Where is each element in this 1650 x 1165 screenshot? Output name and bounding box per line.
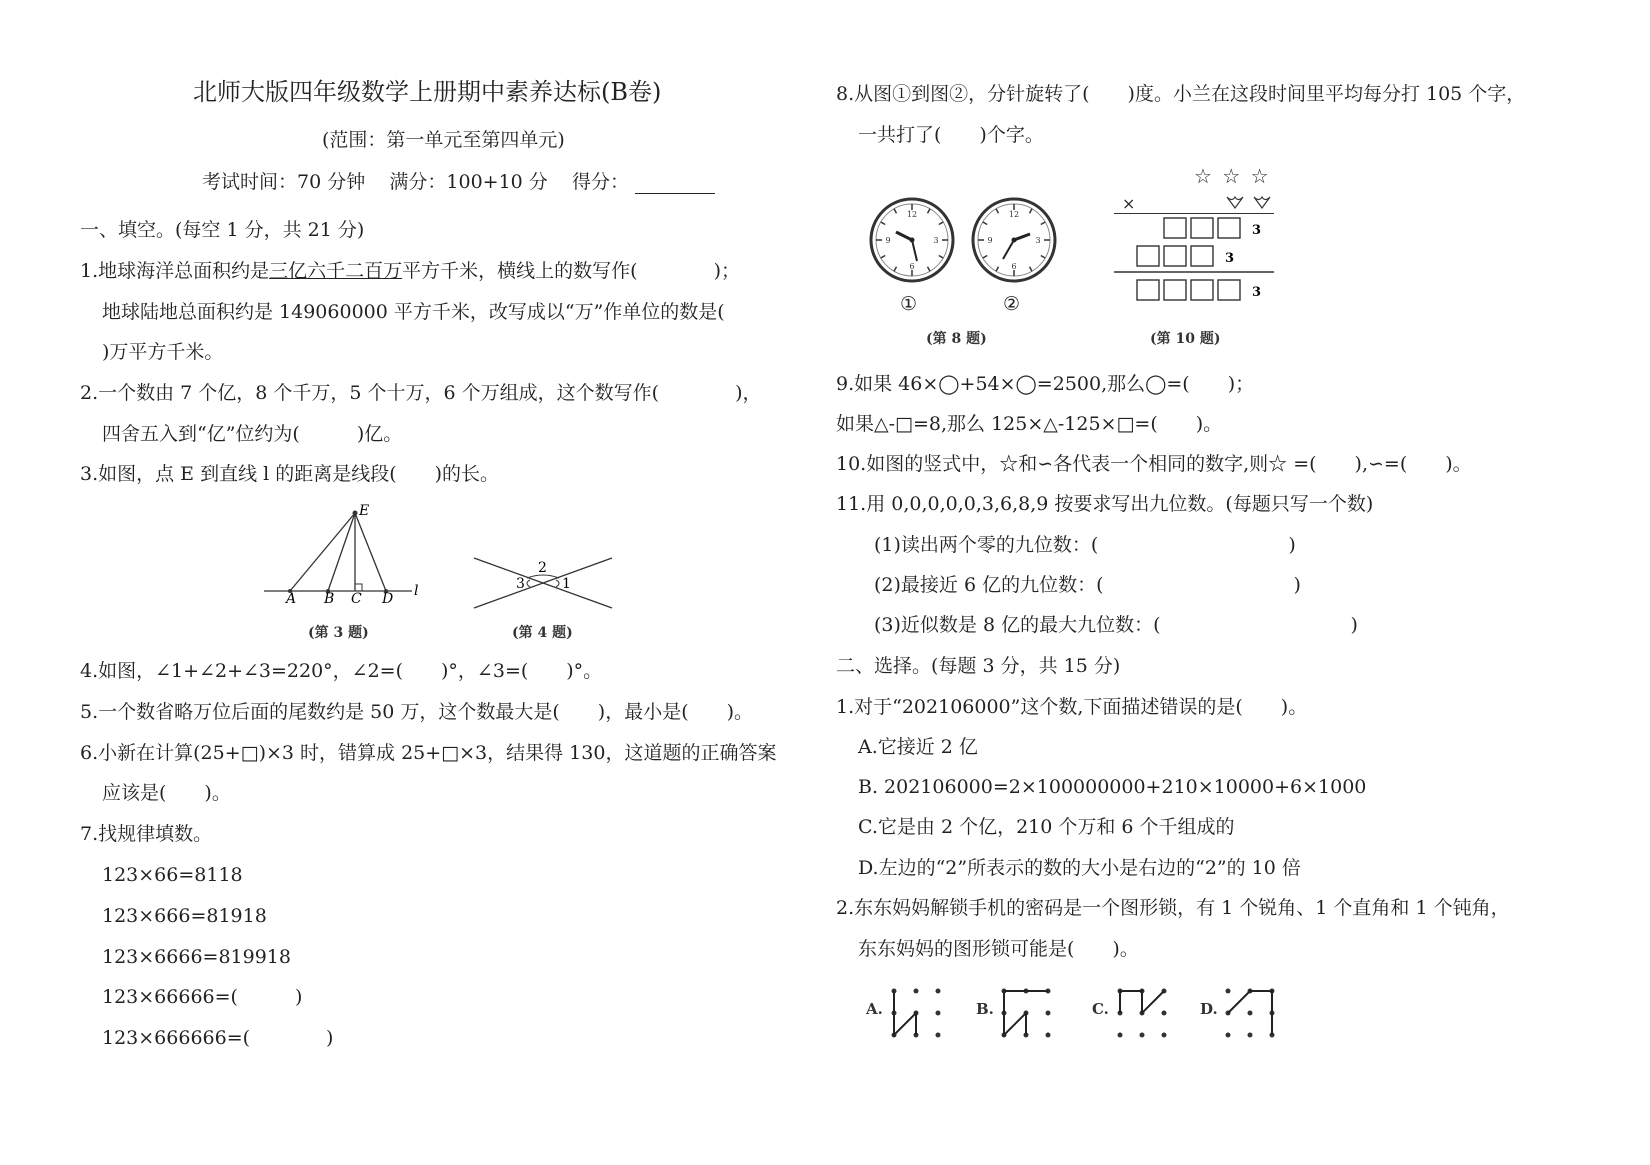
question-1-line-1: 1.地球海洋总面积约是三亿六千二百万平方千米，横线上的数写作( )； [80, 260, 740, 282]
score-label: 得分： [571, 171, 629, 193]
question-9-line-1: 9.如果 46×◯+54×◯=2500,那么◯=( )； [836, 373, 1255, 395]
clock-1-label: ① [900, 293, 918, 315]
right-angle-mark [355, 584, 362, 591]
choice-1-option-a[interactable]: A.它接近 2 亿 [858, 736, 978, 758]
svg-text:9: 9 [885, 236, 891, 245]
question-2-line-2: 四舍五入到“亿”位约为( )亿。 [102, 423, 403, 445]
label-c: C [351, 591, 362, 603]
product-boxes [1110, 214, 1280, 304]
question-7: 7.找规律填数。 [80, 823, 213, 845]
choice-1-option-c[interactable]: C.它是由 2 个亿，210 个万和 6 个千组成的 [858, 816, 1235, 838]
question-6-line-2: 应该是( )。 [102, 782, 231, 804]
figure-8-caption: (第 8 题) [926, 331, 987, 347]
label-angle-1: 1 [562, 576, 571, 592]
question-4: 4.如图，∠1+∠2+∠3=220°，∠2=( )°，∠3=( )°。 [80, 660, 603, 682]
svg-text:6: 6 [1011, 262, 1017, 271]
label-d: D [382, 591, 394, 603]
digit-3-row-2: 3 [1225, 251, 1235, 266]
page-title: 北师大版四年级数学上册期中素养达标(B卷) [193, 78, 662, 106]
wave-symbols [1224, 194, 1274, 210]
figure-4-angles [470, 550, 620, 610]
pattern-line-3: 123×6666=819918 [102, 946, 291, 968]
section2-heading: 二、选择。(每题 3 分，共 15 分) [836, 655, 1121, 677]
label-angle-2: 2 [538, 560, 547, 576]
choice-question-2-line-2: 东东妈妈的图形锁可能是( )。 [858, 938, 1139, 960]
question-10: 10.如图的竖式中，☆和∽各代表一个相同的数字,则☆ =( ),∽=( )。 [836, 453, 1472, 475]
figure-3-perpendicular [262, 503, 422, 603]
segment-ea [290, 513, 355, 591]
pattern-lock-b [998, 985, 1058, 1041]
clock-2-label: ② [1003, 293, 1021, 315]
question-3: 3.如图，点 E 到直线 l 的距离是线段( )的长。 [80, 463, 500, 485]
svg-text:9: 9 [987, 236, 993, 245]
clock-2 [970, 196, 1058, 284]
exam-full-score: 满分：100+10 分 [389, 171, 548, 193]
question-5: 5.一个数省略万位后面的尾数约是 50 万，这个数最大是( )，最小是( )。 [80, 701, 754, 723]
choice-1-option-b[interactable]: B. 202106000=2×100000000+210×10000+6×1000 [858, 776, 1367, 798]
option-b-label: B. [976, 1000, 994, 1018]
question-6-line-1: 6.小新在计算(25+□)×3 时，错算成 25+□×3，结果得 130，这道题的正确答案 [80, 742, 777, 764]
question-11-part-3: (3)近似数是 8 亿的最大九位数：( ) [874, 614, 1358, 636]
figure-10-caption: (第 10 题) [1150, 331, 1221, 347]
pattern-lock-a [888, 985, 948, 1041]
option-a-label: A. [866, 1000, 883, 1018]
exam-info [202, 170, 715, 194]
question-11: 11.用 0,0,0,0,0,3,6,8,9 按要求写出九位数。(每题只写一个数) [836, 493, 1374, 515]
pattern-lock-c [1114, 985, 1174, 1041]
option-c-label: C. [1092, 1000, 1109, 1018]
star-row: ☆ ☆ ☆ [1194, 164, 1271, 188]
label-b: B [324, 591, 335, 603]
label-e: E [359, 503, 370, 519]
question-8-line-2: 一共打了( )个字。 [858, 124, 1044, 146]
score-blank[interactable] [635, 175, 715, 194]
angle-arc-1 [556, 580, 559, 587]
label-angle-3: 3 [516, 576, 525, 592]
svg-text:12: 12 [1008, 210, 1020, 219]
section1-heading: 一、填空。(每空 1 分，共 21 分) [80, 219, 365, 241]
question-1-line-2: 地球陆地总面积约是 149060000 平方千米，改写成以“万”作单位的数是( [102, 301, 725, 323]
question-9-line-2: 如果△-□=8,那么 125×△-125×□=( )。 [836, 413, 1223, 435]
figure-3-caption: (第 3 题) [308, 625, 369, 641]
question-8-line-1: 8.从图①到图②，分针旋转了( )度。小兰在这段时间里平均每分打 105 个字， [836, 83, 1526, 105]
choice-1-option-d[interactable]: D.左边的“2”所表示的数的大小是右边的“2”的 10 倍 [858, 857, 1301, 879]
svg-text:12: 12 [906, 210, 918, 219]
question-1-line-3: )万平方千米。 [102, 341, 224, 363]
svg-text:6: 6 [909, 262, 915, 271]
pattern-line-4: 123×66666=( ) [102, 986, 303, 1008]
figure-10-multiplication [1110, 164, 1280, 304]
choice-question-1: 1.对于“202106000”这个数,下面描述错误的是( )。 [836, 696, 1308, 718]
digit-3-row-3: 3 [1252, 285, 1262, 300]
pattern-line-1: 123×66=8118 [102, 864, 243, 886]
question-11-part-2: (2)最接近 6 亿的九位数：( ) [874, 574, 1301, 596]
angle-arc-3 [527, 580, 530, 587]
svg-text:3: 3 [1035, 236, 1041, 245]
figure-4-caption: (第 4 题) [512, 625, 573, 641]
option-d-label: D. [1200, 1000, 1218, 1018]
underlined-number: 三亿六千二百万 [269, 260, 403, 282]
clock-1 [868, 196, 956, 284]
pattern-line-2: 123×666=81918 [102, 905, 267, 927]
segment-eb [328, 513, 355, 591]
svg-text:3: 3 [933, 236, 939, 245]
pattern-line-5: 123×666666=( ) [102, 1027, 334, 1049]
label-l: l [414, 583, 419, 599]
point-e [353, 511, 358, 516]
choice-question-2-line-1: 2.东东妈妈解锁手机的密码是一个图形锁，有 1 个锐角、1 个直角和 1 个钝角， [836, 897, 1510, 919]
digit-3-row-1: 3 [1252, 223, 1262, 238]
label-a: A [286, 591, 297, 603]
exam-time: 考试时间：70 分钟 [202, 171, 366, 193]
question-11-part-1: (1)读出两个零的九位数：( ) [874, 534, 1296, 556]
question-2-line-1: 2.一个数由 7 个亿，8 个千万，5 个十万，6 个万组成，这个数写作( )， [80, 382, 762, 404]
multiply-sign: × [1122, 194, 1136, 213]
exam-scope: (范围：第一单元至第四单元) [322, 129, 565, 151]
pattern-lock-d [1222, 985, 1282, 1041]
segment-ed [355, 513, 386, 591]
